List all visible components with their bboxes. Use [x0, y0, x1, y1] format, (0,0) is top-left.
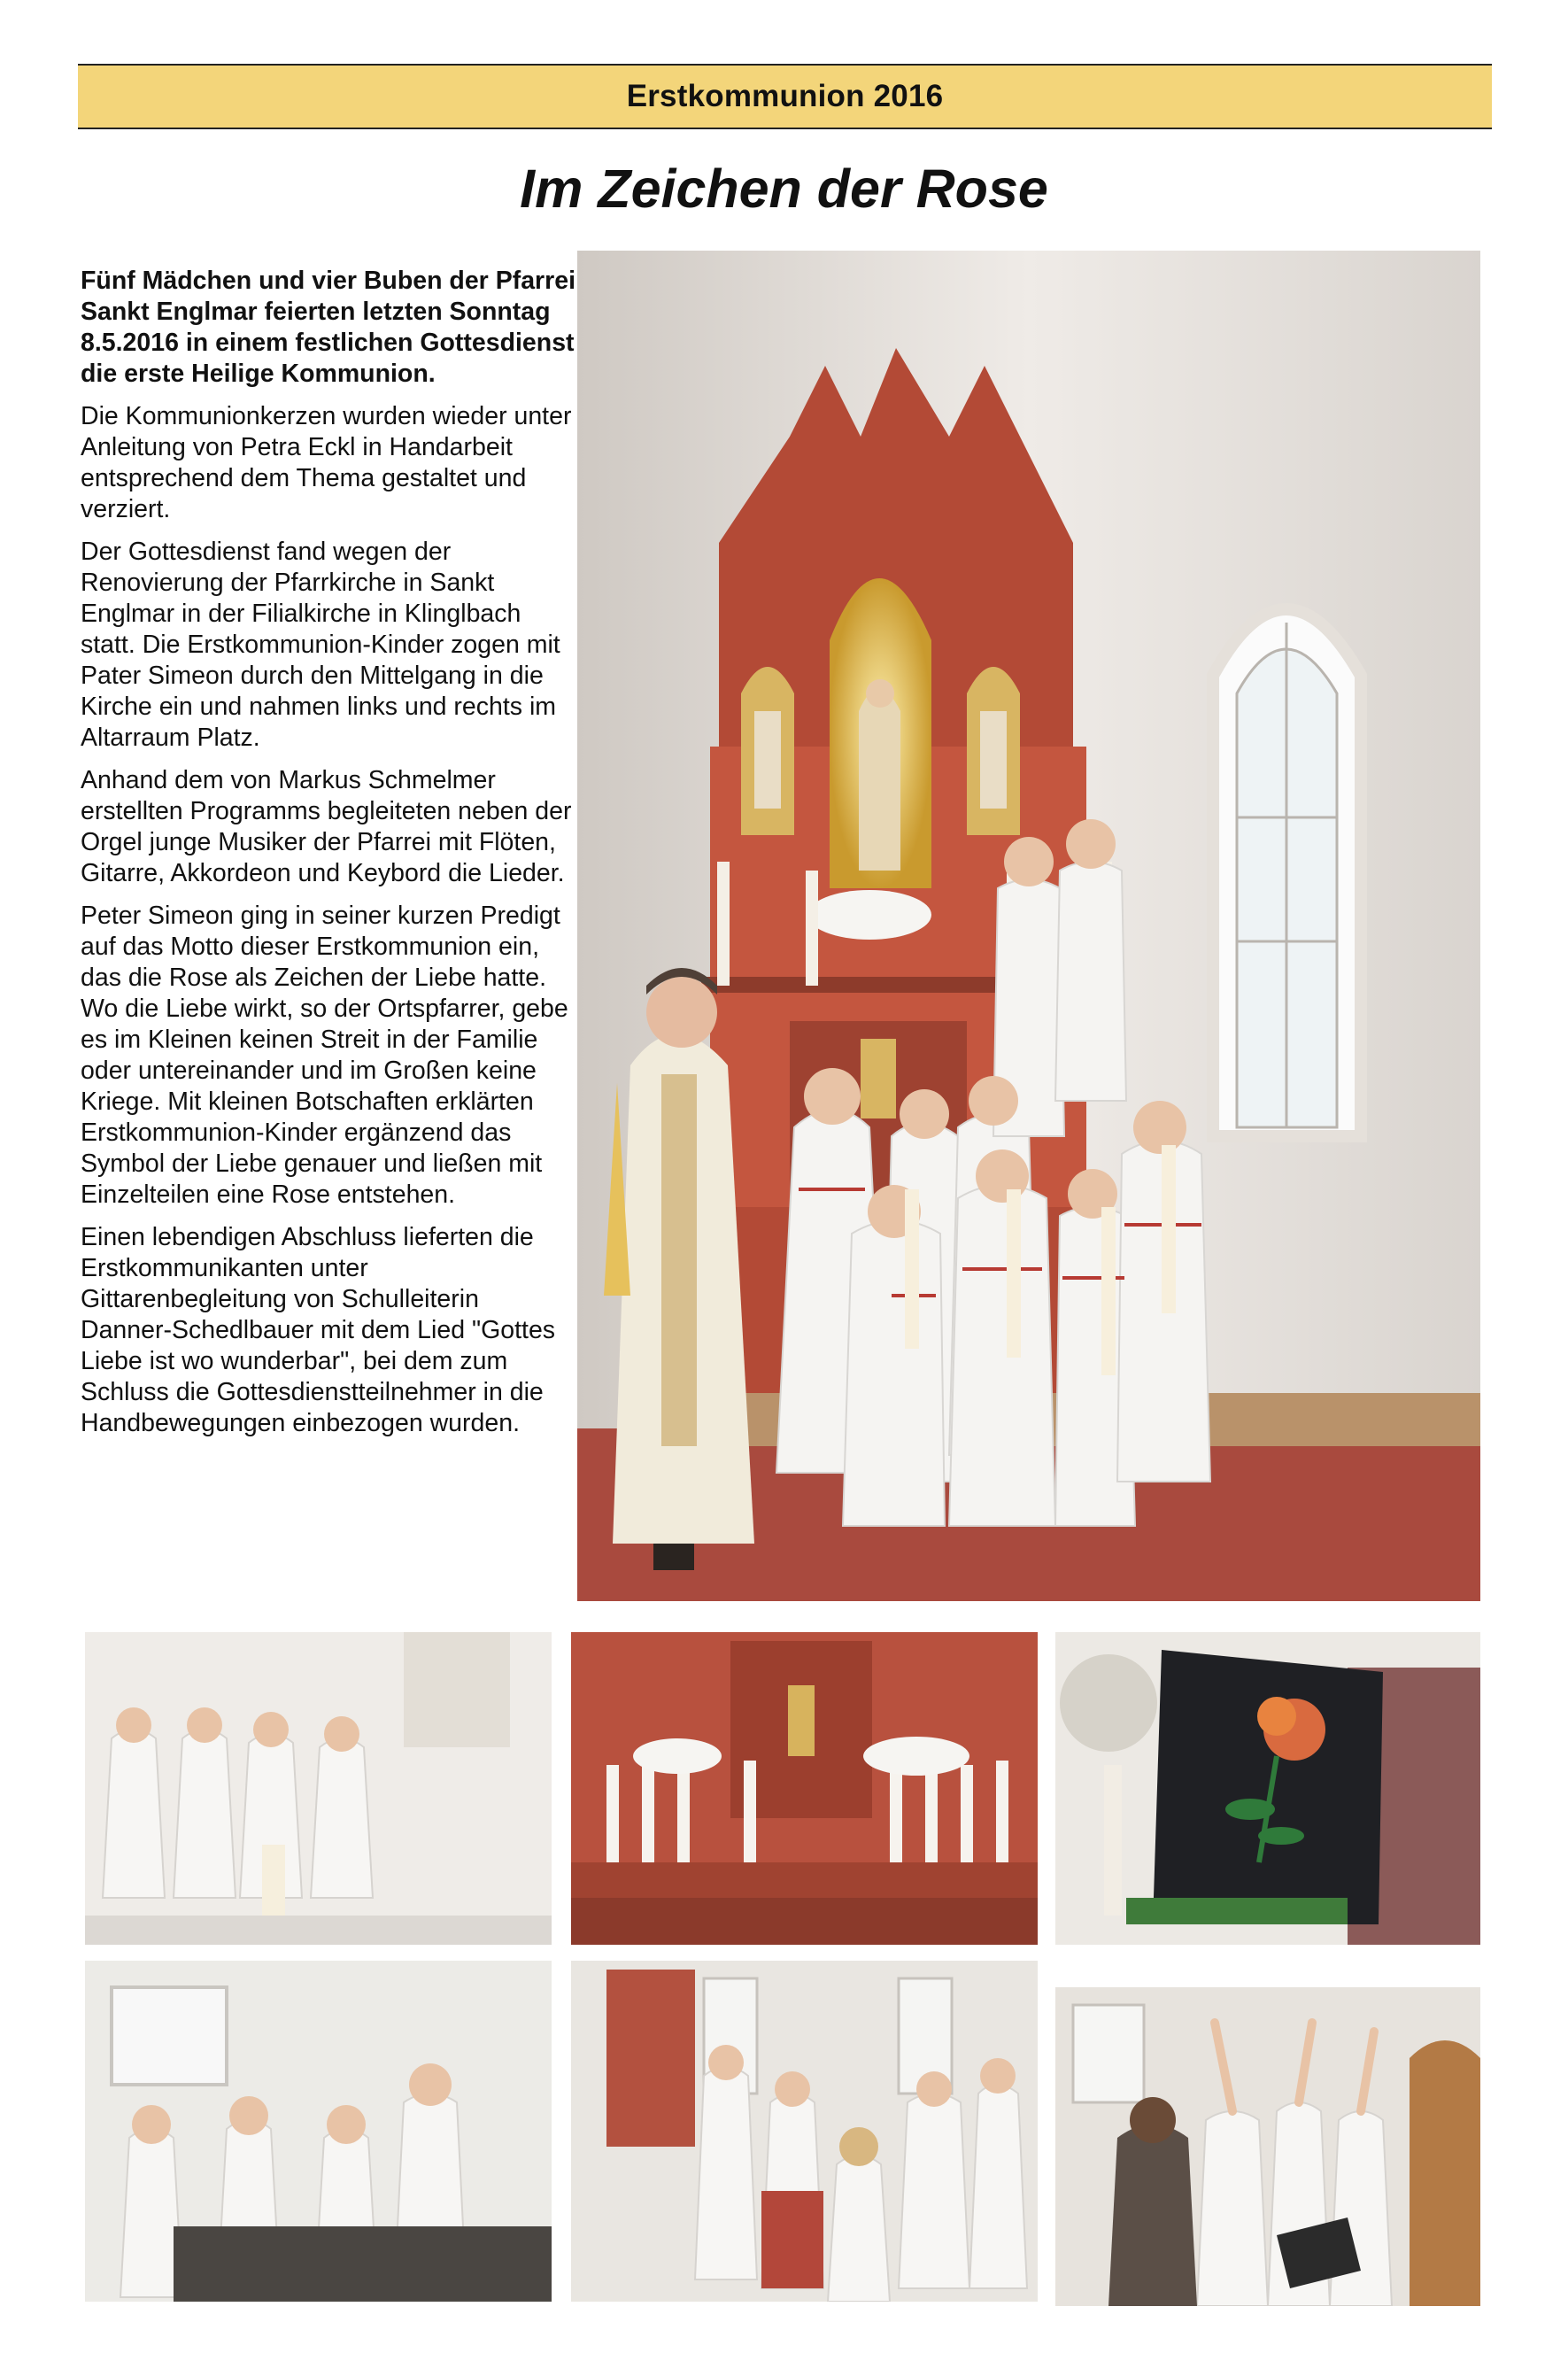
section-header: [78, 64, 1492, 129]
gallery-photo-children-with-candles: [85, 1632, 552, 1945]
gallery-photo-raised-hands: [1055, 1987, 1480, 2306]
article-body: [81, 266, 576, 1451]
article-paragraph: Peter Simeon ging in seiner kurzen Predigt auf das Motto dieser Erstkommunion ein, das die Rose als Zeichen der Liebe hatte. Wo die Liebe wirkt, so der Ortspfarrer, gebe es im Kleinen keinen Streit in der Familie oder untereinander und im Großen keine Kriege. Mit kleinen Botschaften erklärten Erstkommunion-Kinder ergänzend das Symbol der Liebe genauer und ließen mit Einzelteilen eine Rose entstehen.: [81, 902, 568, 1209]
article-paragraph: Die Kommunionkerzen wurden wieder unter Anleitung von Petra Eckl in Handarbeit entsprechend dem Thema gestaltet und verziert.: [81, 402, 572, 523]
article-paragraph: Anhand dem von Markus Schmelmer erstellten Programms begleiteten neben der Orgel junge Musiker der Pfarrei mit Flöten, Gitarre, Akkordeon und Keybord die Lieder.: [81, 766, 572, 887]
gallery-photo-altar-candles: [571, 1632, 1038, 1945]
article-lead: Fünf Mädchen und vier Buben der Pfarrei Sankt Englmar feierten letzten Sonntag 8.5.2016 in einem festlichen Gottesdienst die erste Heilige Kommunion.: [81, 267, 575, 388]
gallery-photo-children-at-altar: [85, 1961, 552, 2302]
article-paragraph: Der Gottesdienst fand wegen der Renovierung der Pfarrkirche in Sankt Englmar in der Filialkirche in Klinglbach statt. Die Erstkommunion-Kinder zogen mit Pater Simeon durch den Mittelgang in die Kirche ein und nahmen links und rechts im Altarraum Platz.: [81, 538, 560, 752]
main-group-photo: [577, 251, 1480, 1601]
article-paragraph: Einen lebendigen Abschluss lieferten die Erstkommunikanten unter Gittarenbegleitung von Schulleiterin Danner-Schedlbauer mit dem Lied "Gottes Liebe ist wo wunderbar", bei dem zum Schluss die Gottesdienstteilnehmer in die Handbewegungen einbezogen wurden.: [81, 1223, 556, 1437]
headline: Im Zeichen der Rose: [520, 159, 1048, 219]
gallery-photo-procession: [571, 1961, 1038, 2302]
section-header-label: Erstkommunion 2016: [626, 79, 944, 113]
gallery-photo-rose-board: [1055, 1632, 1480, 1945]
